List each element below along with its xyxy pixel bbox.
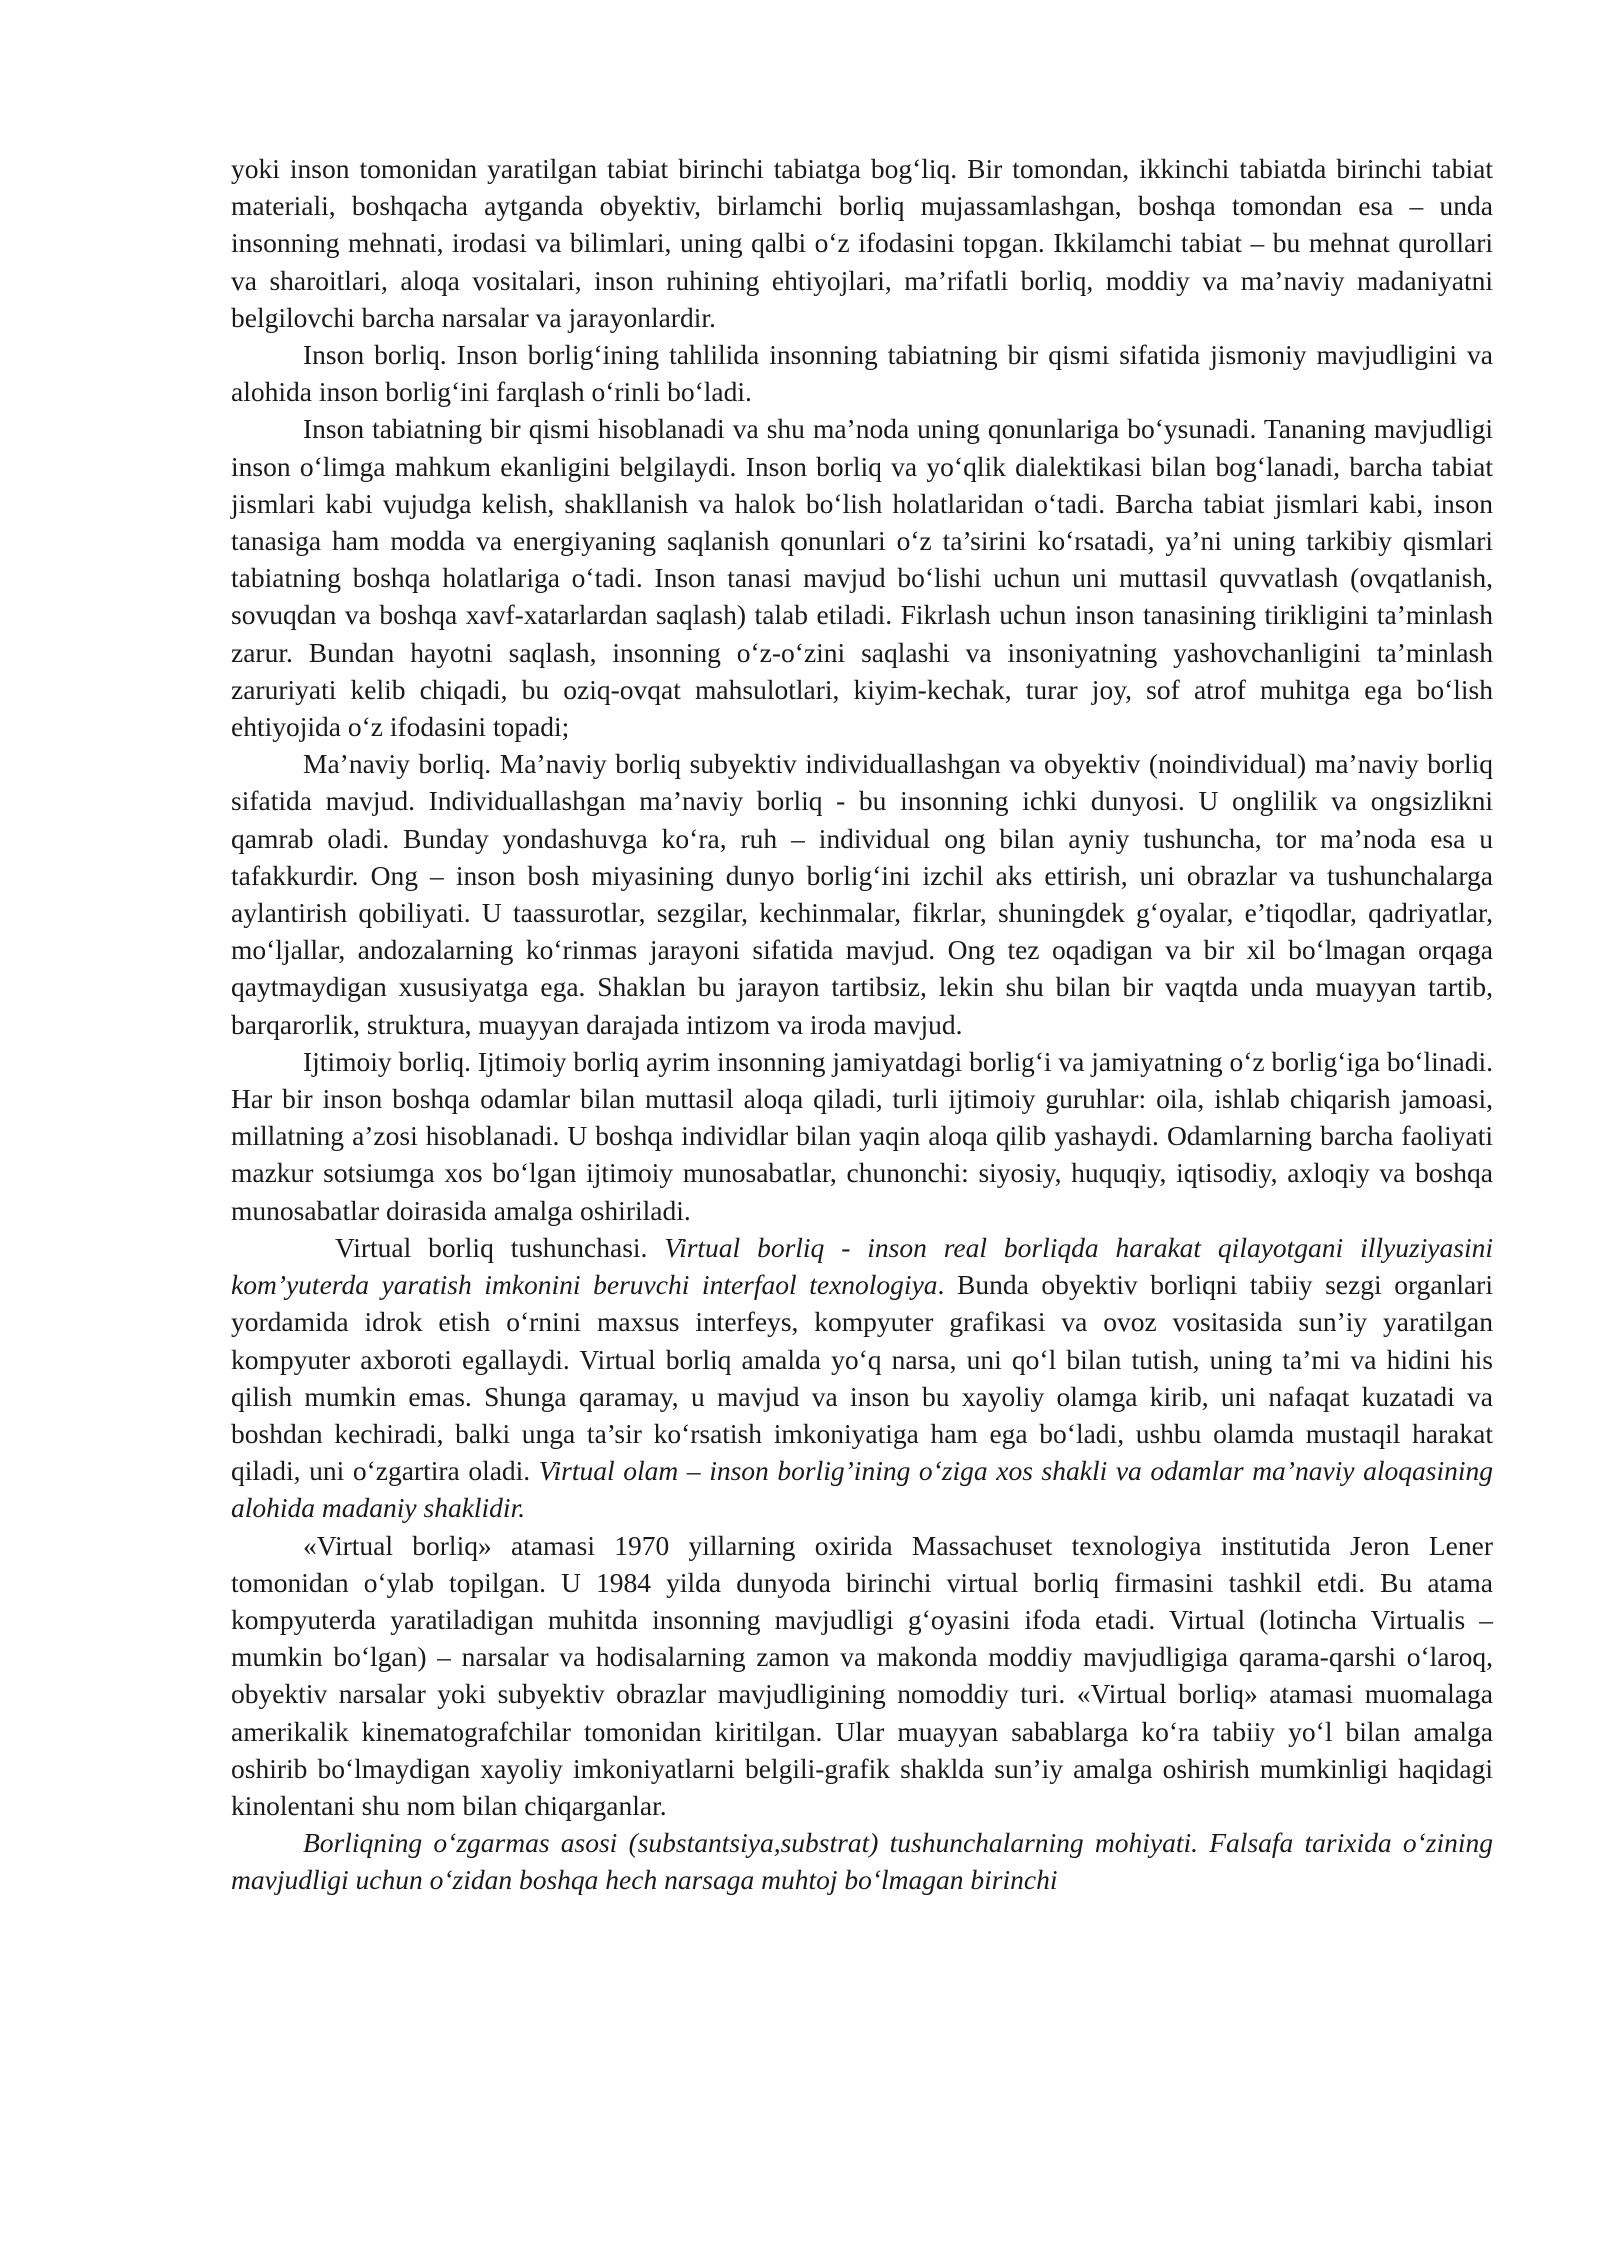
virtual-reality-body: . Bunda obyektiv borliqni tabiiy sezgi organlari yordamida idrok etish o‘rnini maxsus interfeys, kompyuter grafikasi va ovoz vositasida sun’iy yaratilgan kompyuter axboroti egallaydi. Virtual borliq amalda yo‘q narsa, uni qo‘l bilan tutish, uning ta’mi va hidini his qilish mumkin emas. Shunga qaramay, u mavjud va inson bu xayoliy olamga kirib, uni nafaqat kuzatadi va boshdan kechiradi, balki unga ta’sir ko‘rsatish imkoniyatiga ham ega bo‘ladi, ushbu olamda mustaqil harakat qiladi, uni o‘zgartira oladi. [231,1269,1493,1487]
paragraph-spiritual-being: Ma’naviy borliq. Ma’naviy borliq subyektiv individuallashgan va obyektiv (noindividual) ma’naviy borliq sifatida mavjud. Individuallashgan ma’naviy borliq - bu insonning ichki dunyosi. U onglilik va ongsizlikni qamrab oladi. Bunday yondashuvga ko‘ra, ruh – individual ong bilan ayniy tushuncha, tor ma’noda esa u tafakkurdir. Ong – inson bosh miyasining dunyo borlig‘ini izchil aks ettirish, uni obrazlar va tushunchalarga aylantirish qobiliyati. U taassurotlar, sezgilar, kechinmalar, fikrlar, shuningdek g‘oyalar, e’tiqodlar, qadriyatlar, mo‘ljallar, andozalarning ko‘rinmas jarayoni sifatida mavjud. Ong tez oqadigan va bir xil bo‘lmagan orqaga qaytmaydigan xususiyatga ega. Shaklan bu jarayon tartibsiz, lekin shu bilan bir vaqtda unda muayyan tartib, barqarorlik, struktura, muayyan darajada intizom va iroda mavjud. [231,748,1493,1040]
paragraph-substance: Borliqning o‘zgarmas asosi (substantsiya,substrat) tushunchalarning mohiyati. Falsafa tarixida o‘zining mavjudligi uchun o‘zidan boshqa hech narsaga muhtoj bo‘lmagan birinchi [231,1827,1493,1896]
paragraph-human-being: Inson borliq. Inson borlig‘ining tahlilida insonning tabiatning bir qismi sifatida jismoniy mavjudligini va alohida inson borlig‘ini farqlash o‘rinli bo‘ladi. [231,339,1493,408]
paragraph-human-nature: Inson tabiatning bir qismi hisoblanadi va shu ma’noda uning qonunlariga bo‘ysunadi. Tananing mavjudligi inson o‘limga mahkum ekanligini belgilaydi. Inson borliq va yo‘qlik dialektikasi bilan bog‘lanadi, barcha tabiat jismlari kabi vujudga kelish, shakllanish va halok bo‘lish holatlaridan o‘tadi. Barcha tabiat jismlari kabi, inson tanasiga ham modda va energiyaning saqlanish qonunlari o‘z ta’sirini ko‘rsatadi, ya’ni uning tarkibiy qismlari tabiatning boshqa holatlariga o‘tadi. Inson tanasi mavjud bo‘lishi uchun uni muttasil quvvatlash (ovqatlanish, sovuqdan va boshqa xavf-xatarlardan saqlash) talab etiladi. Fikrlash uchun inson tanasining tirikligini ta’minlash zarur. Bundan hayotni saqlash, insonning o‘z-o‘zini saqlashi va insoniyatning yashovchanligini ta’minlash zaruriyati kelib chiqadi, bu oziq-ovqat mahsulotlari, kiyim-kechak, turar joy, sof atrof muhitga ega bo‘lish ehtiyojida o‘z ifodasini topadi; [231,413,1493,743]
paragraph-virtual-reality [231,1229,1493,1527]
paragraph-second-nature: yoki inson tomonidan yaratilgan tabiat birinchi tabiatga bog‘liq. Bir tomondan, ikkinchi tabiatda birinchi tabiat materiali, boshqacha aytganda obyektiv, birlamchi borliq mujassamlashgan, boshqa tomondan esa – unda insonning mehnati, irodasi va bilimlari, uning qalbi o‘z ifodasini topgan. Ikkilamchi tabiat – bu mehnat qurollari va sharoitlari, aloqa vositalari, inson ruhining ehtiyojlari, ma’rifatli borliq, moddiy va ma’naviy madaniyatni belgilovchi barcha narsalar va jarayonlardir. [231,153,1493,333]
virtual-reality-definition: Virtual borliq - inson real borliqda harakat qilayotgani illyuziyasini kom’yuterda yaratish imkonini beruvchi interfaol texnologiya [231,1231,1493,1301]
paragraph-virtual-term-history: «Virtual borliq» atamasi 1970 yillarning oxirida Massachuset texnologiya institutida Jeron Lener tomonidan o‘ylab topilgan. U 1984 yilda dunyoda birinchi virtual borliq firmasini tashkil etdi. Bu atama kompyuterda yaratiladigan muhitda insonning mavjudligi g‘oyasini ifoda etadi. Virtual (lotincha Virtualis – mumkin bo‘lgan) – narsalar va hodisalarning zamon va makonda moddiy mavjudligiga qarama-qarshi o‘laroq, obyektiv narsalar yoki subyektiv obrazlar mavjudligining nomoddiy turi. «Virtual borliq» atamasi muomalaga amerikalik kinematografchilar tomonidan kiritilgan. Ular muayyan sabablarga ko‘ra tabiiy yo‘l bilan amalga oshirib bo‘lmaydigan xayoliy imkoniyatlarni belgili-grafik shaklda sun’iy amalga oshirish mumkinligi haqidagi kinolentani shu nom bilan chiqarganlar. [231,1529,1493,1821]
paragraph-social-being: Ijtimoiy borliq. Ijtimoiy borliq ayrim insonning jamiyatdagi borlig‘i va jamiyatning o‘z borlig‘iga bo‘linadi. Har bir inson boshqa odamlar bilan muttasil aloqa qiladi, turli ijtimoiy guruhlar: oila, ishlab chiqarish jamoasi, millatning a’zosi hisoblanadi. U boshqa individlar bilan yaqin aloqa qilib yashaydi. Odamlarning barcha faoliyati mazkur sotsiumga xos bo‘lgan ijtimoiy munosabatlar, chunonchi: siyosiy, huquqiy, iqtisodiy, axloqiy va boshqa munosabatlar doirasida amalga oshiriladi. [231,1045,1493,1226]
document-page [231,150,1493,1899]
virtual-world-definition: Virtual olam – inson borlig’ining o‘ziga xos shakli va odamlar ma’naviy aloqasining alohida madaniy shaklidir. [231,1455,1493,1524]
virtual-reality-lead: Virtual borliq tushunchasi. [335,1231,665,1263]
